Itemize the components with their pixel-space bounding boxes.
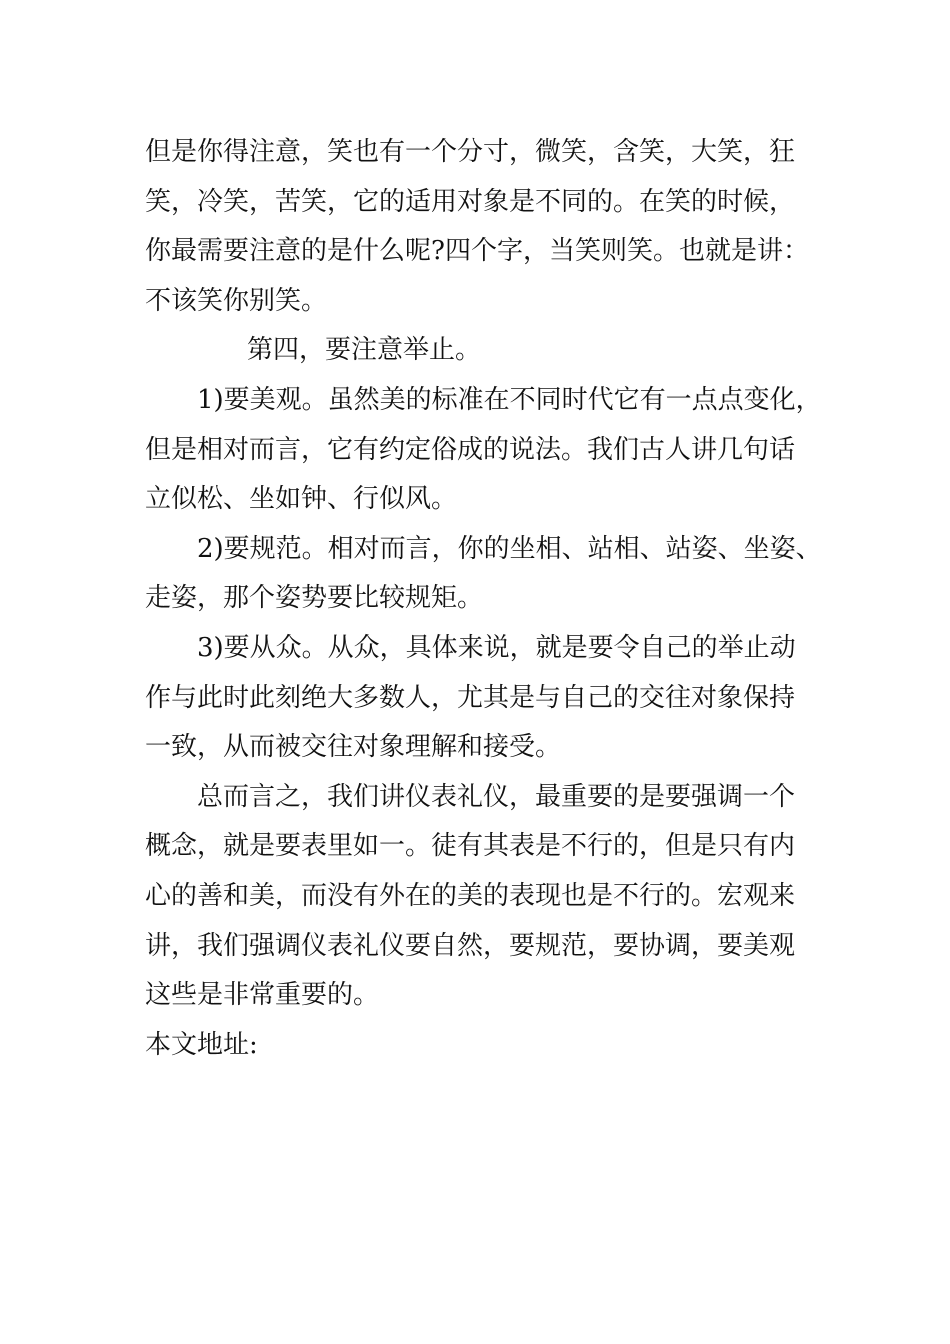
text-line: 心的善和美，而没有外在的美的表现也是不行的。宏观来 [145, 880, 796, 911]
text-line: 但是相对而言，它有约定俗成的说法。我们古人讲几句话 [145, 434, 796, 465]
text-line: 但是你得注意，笑也有一个分寸，微笑，含笑，大笑，狂 [145, 137, 796, 167]
text-line: 这些是非常重要的。 [145, 980, 380, 1011]
text-line: 2)要规范。相对而言，你的坐相、站相、站姿、坐姿、 [197, 533, 822, 564]
document-body [145, 128, 825, 1070]
text-line: 1)要美观。虽然美的标准在不同时代它有一点点变化， [197, 384, 822, 415]
text-line: 笑，冷笑，苦笑，它的适用对象是不同的。在笑的时候， [145, 186, 796, 217]
paragraph-point-3 [145, 624, 825, 773]
text-line: 立似松、坐如钟、行似风。 [145, 484, 458, 515]
text-line: 走姿，那个姿势要比较规矩。 [145, 583, 484, 614]
section-heading-manners [145, 326, 825, 376]
text-line: 一致，从而被交往对象理解和接受。 [145, 732, 562, 763]
text-line: 作与此时此刻绝大多数人，尤其是与自己的交往对象保持 [145, 682, 796, 713]
text-line: 你最需要注意的是什么呢?四个字，当笑则笑。也就是讲： [145, 236, 809, 267]
text-line: 概念，就是要表里如一。徒有其表是不行的，但是只有内 [145, 831, 796, 862]
paragraph-point-1 [145, 376, 825, 525]
text-line: 不该笑你别笑。 [145, 285, 328, 316]
text-line: 第四，要注意举止。 [247, 335, 482, 366]
paragraph-point-2 [145, 525, 825, 624]
text-line: 讲，我们强调仪表礼仪要自然，要规范，要协调，要美观 [145, 930, 796, 961]
text-line: 本文地址: [145, 1029, 258, 1060]
text-line: 总而言之，我们讲仪表礼仪，最重要的是要强调一个 [197, 781, 796, 812]
paragraph-summary [145, 773, 825, 1021]
text-line: 3)要从众。从众，具体来说，就是要令自己的举止动 [197, 632, 796, 663]
paragraph-smile-guidance [145, 128, 825, 326]
article-address-label [145, 1021, 825, 1071]
